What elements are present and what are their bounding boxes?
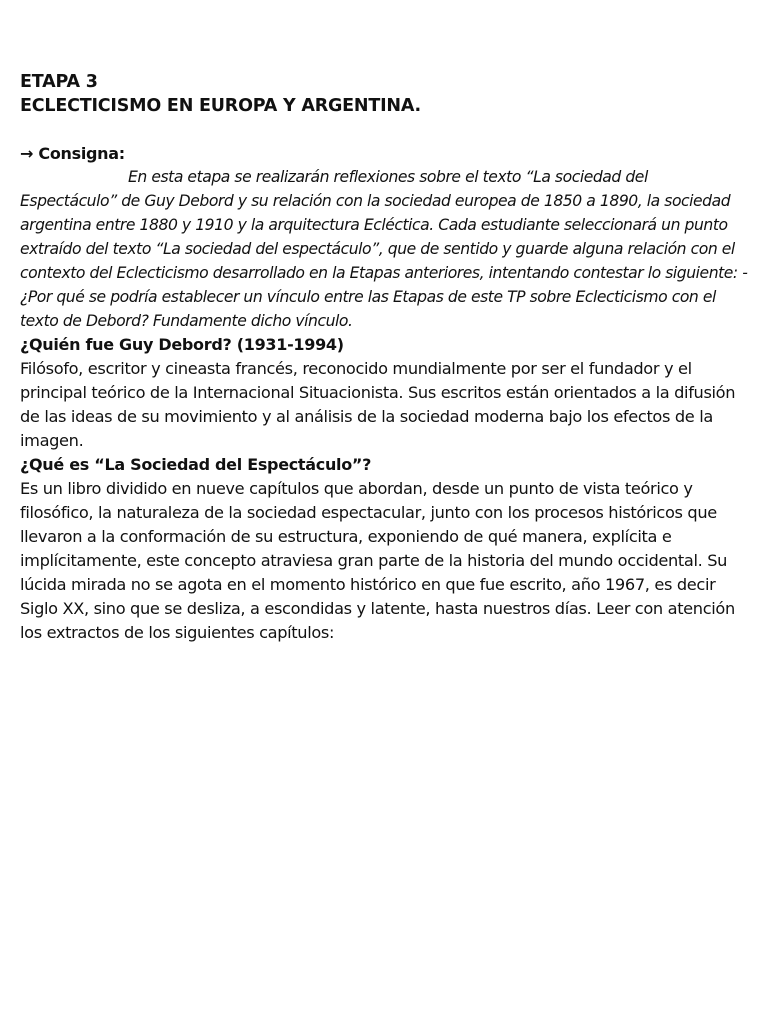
document-page: [20, 70, 748, 645]
section-heading-guy-debord: ¿Quién fue Guy Debord? (1931-1994): [20, 335, 344, 354]
section-heading-sociedad-espectaculo: ¿Qué es “La Sociedad del Espectáculo”?: [20, 455, 372, 474]
spacer: [20, 118, 748, 142]
arrow-right-icon: →: [20, 144, 34, 163]
consigna-text: En esta etapa se realizarán reflexiones sobre el texto “La sociedad del Espectáculo” de Guy Debord y su relación con la sociedad europea de 1850 a 1890, la sociedad argentina entre 1880 y 1910 y la arquitectura Ecléctica. Cada estudiante seleccionará un punto extraído del texto “La sociedad del espectáculo”, que de sentido y guarde alguna relación con el contexto del Eclecticismo desarrollado en la Etapas anteriores, intentando contestar lo siguiente: -¿Por qué se podría establecer un vínculo entre las Etapas de este TP sobre Eclecticismo con el texto de Debord? Fundamente dicho vínculo.: [20, 168, 748, 330]
consigna-label: Consigna:: [38, 144, 125, 163]
document-title-stage: ETAPA 3: [20, 72, 98, 92]
consigna-heading: [20, 142, 748, 165]
document-title-topic: ECLECTICISMO EN EUROPA Y ARGENTINA.: [20, 96, 421, 116]
section-text-guy-debord: Filósofo, escritor y cineasta francés, reconocido mundialmente por ser el fundador y el principal teórico de la Internacional Situacionista. Sus escritos están orientados a la difusión de las ideas de su movimiento y al análisis de la sociedad moderna bajo los efectos de la imagen.: [20, 359, 736, 450]
section-text-sociedad-espectaculo: Es un libro dividido en nueve capítulos que abordan, desde un punto de vista teórico y filosófico, la naturaleza de la sociedad espectacular, junto con los procesos históricos que llevaron a la conformación de su estructura, exponiendo de qué manera, explícita e implícitamente, este concepto atraviesa gran parte de la historia del mundo occidental. Su lúcida mirada no se agota en el momento histórico en que fue escrito, año 1967, es decir Siglo XX, sino que se desliza, a escondidas y latente, hasta nuestros días. Leer con atención los extractos de los siguientes capítulos:: [20, 479, 735, 642]
